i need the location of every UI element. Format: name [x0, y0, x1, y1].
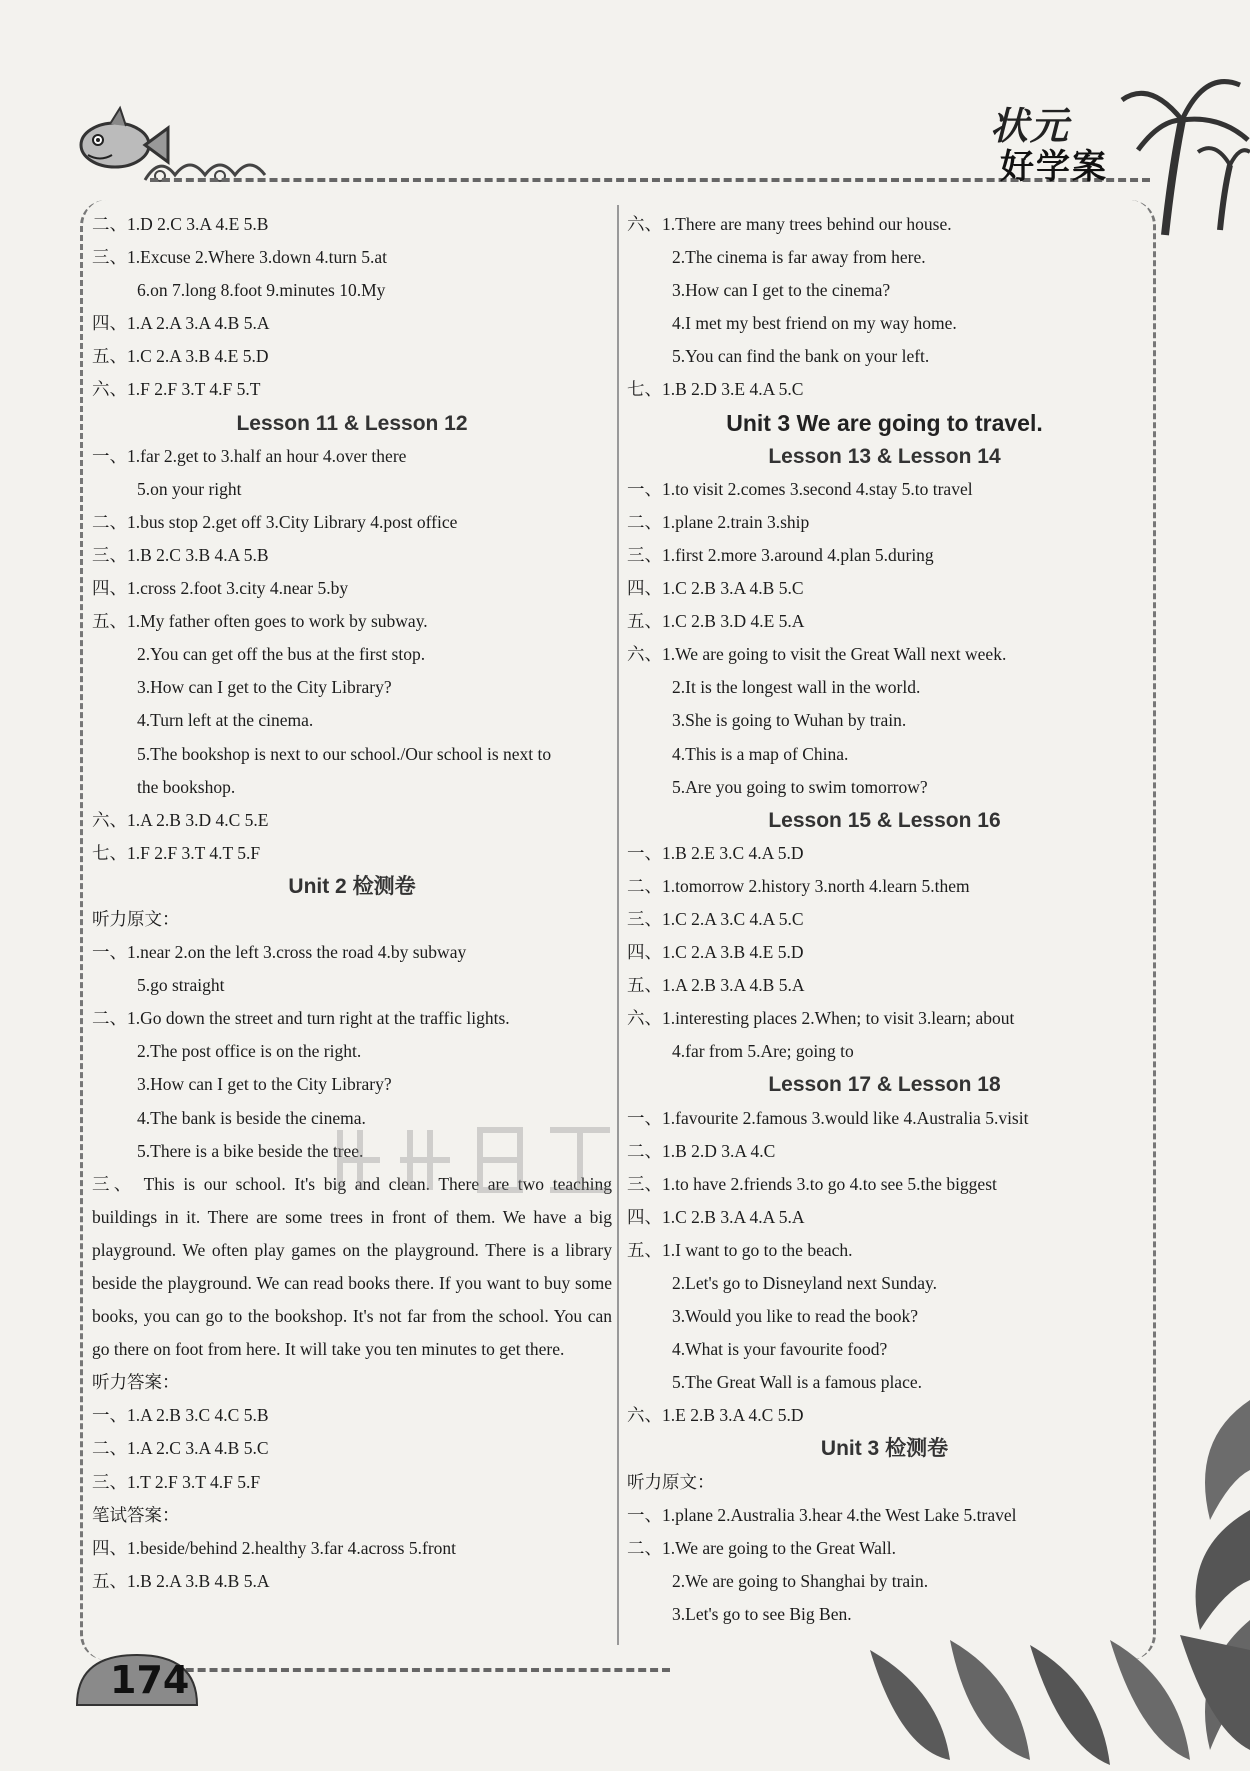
answer-line: 听力原文： — [92, 908, 180, 929]
answer-line: 二、1.plane 2.train 3.ship — [627, 511, 810, 532]
section-heading: Unit 3 We are going to travel. — [726, 409, 1043, 436]
answer-line: 一、1.A 2.B 3.C 4.C 5.B — [92, 1405, 269, 1426]
answer-line: 2.We are going to Shanghai by train. — [672, 1570, 929, 1591]
answer-line: 六、1.F 2.F 3.T 4.F 5.T — [92, 379, 261, 400]
left-answer-column — [92, 208, 612, 1598]
answer-line: 四、1.A 2.A 3.A 4.B 5.A — [92, 313, 270, 334]
logo-title-bottom: 好学案 — [1000, 147, 1108, 187]
answer-line: 3.Let's go to see Big Ben. — [672, 1603, 852, 1624]
section-heading: Unit 3 检测卷 — [820, 1437, 949, 1461]
answer-line: 5.go straight — [137, 975, 225, 996]
answer-line: 五、1.My father often goes to work by subway. — [92, 611, 428, 632]
answer-line: 三、1.first 2.more 3.around 4.plan 5.during — [627, 544, 934, 565]
answer-line: 一、1.near 2.on the left 3.cross the road 4.by subway — [92, 942, 467, 963]
answer-line: 五、1.A 2.B 3.A 4.B 5.A — [627, 975, 805, 996]
answer-line: 三、1.C 2.A 3.C 4.A 5.C — [627, 908, 804, 929]
answer-line: 二、1.D 2.C 3.A 4.E 5.B — [92, 214, 269, 234]
answer-line: 4.The bank is beside the cinema. — [137, 1107, 366, 1128]
answer-line: 二、1.We are going to the Great Wall. — [627, 1537, 897, 1558]
answer-line: 七、1.B 2.D 3.E 4.A 5.C — [627, 379, 804, 400]
answer-line: 三、1.T 2.F 3.T 4.F 5.F — [92, 1471, 261, 1492]
answer-line: 4.Turn left at the cinema. — [137, 710, 314, 731]
answer-line: 五、1.I want to go to the beach. — [627, 1239, 853, 1260]
answer-line: 二、1.tomorrow 2.history 3.north 4.learn 5.them — [627, 875, 970, 896]
answer-line: 2.It is the longest wall in the world. — [672, 677, 921, 698]
section-heading: Lesson 13 & Lesson 14 — [768, 444, 1001, 468]
answer-line: 六、1.We are going to visit the Great Wall next week. — [627, 644, 1007, 665]
answer-line: 一、1.B 2.E 3.C 4.A 5.D — [627, 842, 804, 863]
answer-line: 5.The bookshop is next to our school./Our school is next to — [137, 743, 552, 764]
answer-line: 5.You can find the bank on your left. — [672, 346, 930, 367]
leaves-bottom-icon — [860, 1630, 1250, 1771]
footer-dashed-line — [150, 1668, 670, 1672]
answer-line: 五、1.C 2.B 3.D 4.E 5.A — [627, 611, 805, 632]
answer-line: 4.I met my best friend on my way home. — [672, 313, 957, 334]
cloud-swirl-icon — [140, 150, 280, 190]
answer-line: 4.What is your favourite food? — [672, 1339, 888, 1360]
answer-line: 四、1.beside/behind 2.healthy 3.far 4.across 5.front — [92, 1537, 457, 1558]
section-heading: Lesson 15 & Lesson 16 — [768, 808, 1001, 832]
page-number-badge — [72, 1650, 202, 1712]
answer-line: 一、1.plane 2.Australia 3.hear 4.the West Lake 5.travel — [627, 1504, 1017, 1525]
answer-line: 听力原文： — [627, 1471, 715, 1492]
answer-line: 笔试答案： — [92, 1504, 180, 1525]
passage-label: 三、 — [92, 1173, 136, 1194]
answer-line: 听力答案： — [92, 1372, 180, 1393]
right-answer-column — [627, 208, 1142, 1631]
answer-line: 二、1.Go down the street and turn right at the traffic lights. — [92, 1008, 510, 1029]
answer-line: 六、1.There are many trees behind our house. — [627, 214, 952, 234]
answer-line: 二、1.bus stop 2.get off 3.City Library 4.post office — [92, 511, 458, 532]
answer-line: 5.on your right — [137, 478, 242, 499]
passage-text: This is our school. It's big and clean. There are two teaching buildings in it. There are some trees in front of them. We have a big playground. We often play games on the playground. There is a library beside the playground. We can read books there. If you want to buy some books, you can go to the bookshop. It's not far from the school. You can go there on foot from here. It will take you ten minutes to get there. — [92, 1173, 612, 1360]
answer-line: 三、1.to have 2.friends 3.to go 4.to see 5.the biggest — [627, 1173, 997, 1194]
section-heading: Unit 2 检测卷 — [288, 874, 416, 898]
answer-line: 三、1.Excuse 2.Where 3.down 4.turn 5.at — [92, 247, 387, 268]
answer-line: 六、1.interesting places 2.When; to visit 3.learn; about — [627, 1008, 1015, 1029]
section-heading: Lesson 11 & Lesson 12 — [236, 411, 468, 435]
answer-line: 六、1.E 2.B 3.A 4.C 5.D — [627, 1405, 804, 1426]
column-divider — [617, 205, 619, 1645]
answer-line: 4.far from 5.Are; going to — [672, 1041, 854, 1062]
answer-line: 2.The post office is on the right. — [137, 1041, 362, 1062]
answer-line: 5.There is a bike beside the tree. — [137, 1140, 364, 1161]
answer-line: 四、1.cross 2.foot 3.city 4.near 5.by — [92, 578, 349, 599]
answer-line: 5.Are you going to swim tomorrow? — [672, 776, 928, 797]
answer-line: 二、1.A 2.C 3.A 4.B 5.C — [92, 1438, 269, 1459]
answer-line: 五、1.B 2.A 3.B 4.B 5.A — [92, 1570, 270, 1591]
logo-title-top: 状元 — [990, 104, 1071, 148]
answer-line: 3.How can I get to the cinema? — [672, 280, 891, 301]
answer-line: 4.This is a map of China. — [672, 743, 849, 764]
answer-line: 2.Let's go to Disneyland next Sunday. — [672, 1273, 937, 1293]
answer-line: 四、1.C 2.B 3.A 4.A 5.A — [627, 1206, 805, 1227]
answer-line: 一、1.to visit 2.comes 3.second 4.stay 5.to travel — [627, 478, 973, 499]
answer-line: 3.How can I get to the City Library? — [137, 1074, 392, 1095]
answer-line: 3.She is going to Wuhan by train. — [672, 710, 907, 731]
answer-line: 六、1.A 2.B 3.D 4.C 5.E — [92, 809, 269, 830]
answer-line: 3.Would you like to read the book? — [672, 1306, 918, 1327]
answer-line: 四、1.C 2.A 3.B 4.E 5.D — [627, 942, 804, 963]
answer-line: 2.The cinema is far away from here. — [672, 247, 926, 268]
answer-line: the bookshop. — [137, 776, 236, 797]
section-heading: Lesson 17 & Lesson 18 — [768, 1073, 1001, 1097]
answer-line: 一、1.far 2.get to 3.half an hour 4.over there — [92, 445, 407, 466]
answer-line: 一、1.favourite 2.famous 3.would like 4.Australia 5.visit — [627, 1107, 1029, 1128]
page-number: 174 — [110, 1658, 190, 1702]
answer-line: 四、1.C 2.B 3.A 4.B 5.C — [627, 578, 804, 599]
answer-line: 二、1.B 2.D 3.A 4.C — [627, 1140, 776, 1161]
answer-line: 2.You can get off the bus at the first stop. — [137, 644, 426, 665]
answer-line: 七、1.F 2.F 3.T 4.T 5.F — [92, 842, 261, 863]
answer-line: 五、1.C 2.A 3.B 4.E 5.D — [92, 346, 269, 367]
answer-line: 5.The Great Wall is a famous place. — [672, 1372, 922, 1393]
answer-line: 三、1.B 2.C 3.B 4.A 5.B — [92, 544, 269, 565]
watermark-left-icon — [330, 1120, 630, 1200]
answer-line: 3.How can I get to the City Library? — [137, 677, 392, 698]
answer-line: 6.on 7.long 8.foot 9.minutes 10.My — [137, 280, 386, 301]
